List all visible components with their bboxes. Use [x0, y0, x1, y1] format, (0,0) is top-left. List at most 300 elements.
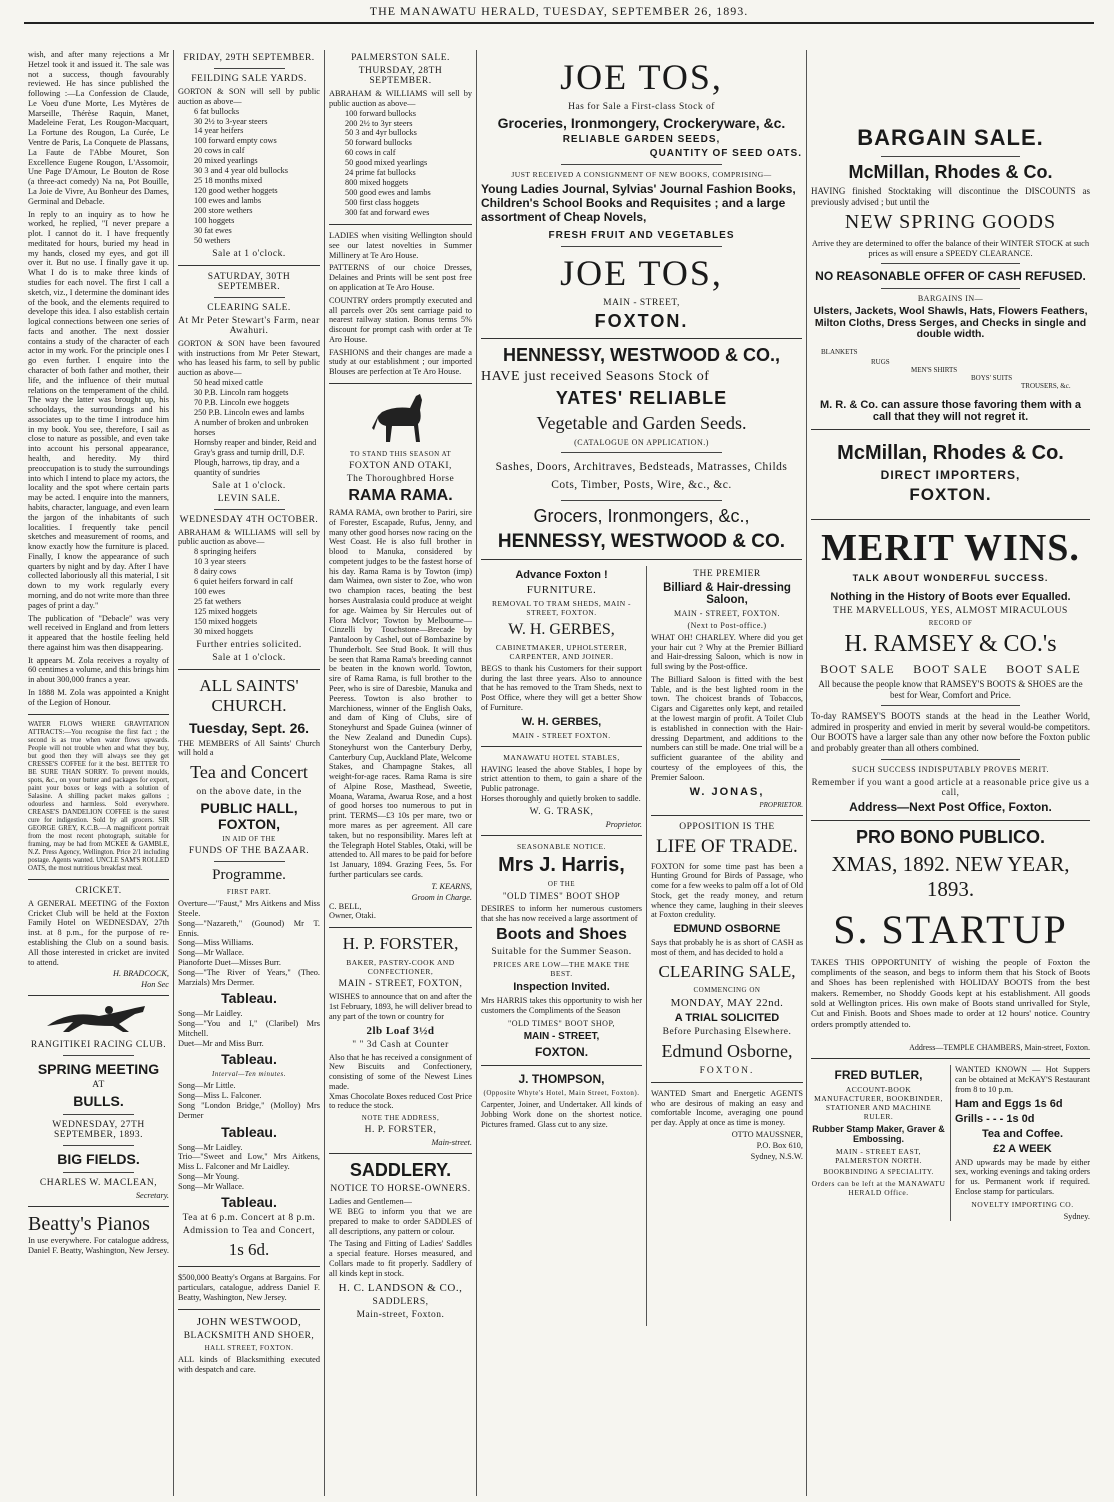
loaf-price: 2lb Loaf 3½d — [366, 1024, 435, 1037]
list-item: 24 prime fat bullocks — [345, 168, 416, 178]
sale-time-2: Sale at 1 o'clock. — [212, 480, 286, 491]
harris-street: MAIN - STREET, — [523, 1030, 600, 1042]
tea-coffee: Tea and Coffee. — [981, 1127, 1064, 1140]
list-item: 10 3 year steers — [194, 557, 246, 567]
programme-item: Song—Miss Williams. — [178, 938, 254, 948]
harris-body: DESIRES to inform her numerous customers that she has now received a large assortment of — [481, 903, 642, 923]
boot-sale-label: BOOT SALE — [1006, 661, 1081, 676]
divider — [63, 1145, 134, 1146]
secretary-role: Secretary. — [135, 1191, 169, 1201]
old-times-boot-shop-2: "OLD TIMES" BOOT SHOP, — [507, 1018, 616, 1028]
big-fields: BIG FIELDS. — [57, 1151, 140, 1168]
divider — [63, 1055, 134, 1056]
palmerston-sale: PALMERSTON SALE. — [351, 53, 450, 63]
bazaar-funds: FUNDS OF THE BAZAAR. — [188, 846, 310, 857]
kearns-role: Groom in Charge. — [411, 892, 472, 902]
boots-shoes: Boots and Shoes — [496, 926, 627, 944]
divider — [561, 500, 722, 501]
trial-solicited: A TRIAL SOLICITED — [674, 1011, 780, 1024]
list-item: 200 store wethers — [194, 206, 253, 216]
sale-date-1: FRIDAY, 29TH SEPTEMBER. — [183, 53, 315, 63]
programme-part-3 — [178, 1081, 320, 1120]
thompson-address: (Opposite Whyte's Hotel, Main Street, Foxton). — [483, 1088, 640, 1097]
programme-item: Duet—Mr and Miss Burr. — [178, 1038, 264, 1048]
racing-club: RANGITIKEI RACING CLUB. — [30, 1040, 167, 1051]
cricket-signature: H. BRADCOCK, — [112, 969, 169, 979]
divider — [28, 1206, 169, 1207]
list-item: 50 wethers — [194, 235, 231, 245]
list-item: 100 hoggets — [194, 216, 235, 226]
divider — [28, 714, 169, 715]
bargain-sale: BARGAIN SALE. — [857, 125, 1044, 150]
boot-sale-label: BOOT SALE — [913, 661, 988, 676]
yates-seeds: Vegetable and Garden Seeds. — [536, 413, 747, 433]
agents-wanted: WANTED Smart and Energetic AGENTS who are desirous of making an easy and comfortable Income, averaging one pound per day. Apply at once as time is money. — [651, 1088, 803, 1128]
rama-rama-body: RAMA RAMA, own brother to Pariri, sire of Forester, Escapade, Rufus, Jenny, and many other good horses now racing on the West Coast. He is also full brother in blood to Manuka, considered by competent judges to be the fastest horse of his day. Rama Rama is by Towton (imp) dam Waimea, own sister to Zoe, who won two champion races, beating the best horses Australasia could produce at weight for age. Waimea by Sir Hercules out of Flora McIvor; Towton by Melbourne—Cinzelli by Touchstone—Brecade by Pantaloon by Cashel, out of Bombazine by Thunderbolt. See Stud Book. It will thus be seen that Rama Rama's breeding cannot be beaten in the known world. Towton, sire of Rama Rama, is full brother to the Peer, who is sire of Daresbie, Manuka and Peeress. Towton is also brother to Marchioness, winner of the English Oaks, and dam of King of Clubs, sire of Stoneyhurst and Spade Guinea (winner of the New Zealand and Dunedin Cups). Stoneyhurst won the Canterbury Derby, Canterbury Cup, Auckland Plate, Welcome Stakes, and Champagne Stakes, all weight-for-age races. Rama Rama is sire of Alpine Rose, Masthead, Sweetie, Moana, Warama, Awarua Rose, and a host of good horses too numerous to put in print. TERMS—£3 10s per mare, two or more mares as per agreement. All care taken, but no responsibility. Mares left at the Telegraph Hotel Stables, Otaki, will be attended to. All mares to be paid for before 1st January, 1894. Grazing Fees, 5s. For further particulars see cards. — [329, 507, 472, 879]
sale-date-2: SATURDAY, 30TH SEPTEMBER. — [207, 271, 291, 292]
hennessy-intro: HAVE just received Seasons Stock of — [481, 369, 710, 384]
levin-sale: LEVIN SALE. — [217, 493, 281, 504]
forster-biscuits: Also that he has received a consignment of New Biscuits and Confectionery, consisting of some of the Newest Lines made. — [329, 1052, 472, 1091]
tea-concert-title: Tea and Concert — [190, 762, 308, 783]
stand-season: TO STAND THIS SEASON AT — [349, 449, 452, 458]
direct-importers: DIRECT IMPORTERS, — [880, 467, 1021, 482]
forster-announce: WISHES to announce that on and after the 1st February, 1893, he will deliver bread to any part of the town or country for — [329, 992, 473, 1021]
programme-item: Song—Mr Laidley. — [178, 1009, 243, 1019]
hotel-stables: MANAWATU HOTEL STABLES, — [503, 752, 620, 762]
list-item: 6 fat bullocks — [194, 106, 240, 116]
aid-label: IN AID OF THE — [222, 835, 276, 844]
first-part: FIRST PART. — [226, 888, 272, 897]
sale-intro-2: GORTON & SON have been favoured with instructions from Mr Peter Stewart, who has leased his farm, to sell by public auction as above— — [178, 338, 320, 378]
thoroughbred-label: The Thoroughbred Horse — [346, 473, 455, 484]
at-label: AT — [92, 1080, 105, 1091]
programme-item: Trio—"Sweet and Low," Mrs Aitkens, Miss L. Falconer and Mr Laidley. — [178, 1152, 320, 1172]
cricket-title-role: Hon Sec — [141, 980, 169, 990]
books-list: Young Ladies Journal, Sylvias' Journal Fashion Books, Children's School Books and Requisites ; and a large assortment of Cheap Novels, — [481, 182, 796, 224]
te-aro-fashions: FASHIONS and their changes are made a study at our establishment ; our imported Blouses are perfection at Te Aro House. — [329, 347, 472, 377]
article-paragraph: It appears M. Zola receives a royalty of 60 centimes a volume, and this brings him in about 300,000 francs a year. — [28, 655, 169, 685]
seed-oats: QUANTITY OF SEED OATS. — [649, 148, 802, 159]
forster-name: H. P. FORSTER, — [342, 934, 459, 954]
sale-location-2: At Mr Peter Stewart's Farm, near Awahuri. — [178, 315, 320, 336]
mcmillan-title-2: McMillan, Rhodes & Co. — [837, 441, 1064, 464]
grills-price: Grills - - - 1s 0d — [955, 1112, 1035, 1125]
tea-time: Tea at 6 p.m. Concert at 8 p.m. — [182, 1213, 316, 1224]
list-item: 30 P.B. Lincoln ram hoggets — [194, 387, 289, 397]
ramsey-name: H. RAMSEY & CO.'s — [844, 630, 1057, 657]
list-item: 50 head mixed cattle — [194, 378, 263, 388]
joe-tos-intro: Has for Sale a First-class Stock of — [568, 102, 715, 112]
programme-item: Song—"The River of Years," (Theo. Marzials) Mrs Dermer. — [178, 967, 320, 987]
ramsey-address: Address—Next Post Office, Foxton. — [849, 799, 1052, 814]
programme-item: Song—Mr Young. — [178, 1171, 240, 1181]
article-paragraph: wish, and after many rejections a Mr Hetzel took it and issued it. The sale was not a success, though favourably reviewed. He has since published the following :—La Confession de Claude, Le Voeu d'une Morte, Les Mytères de Marseille, Thérèse Raquin, Manet, Madeleine Ferat, Les Rougon-Macquart, La Fortune des Rougon, La Curée, Le Ventre de Paris, La Conquete de Plassans, La Faute de l'Abbe Mouret, Son Excellence Eugene Rougon, L'Assomoir, Une Page D'Amour, Le Bouton de Rose (a three-act comedy) Na na, Pot Bouille, La Joie de Vivre, Au Bonheur des Dames, Germinal and Debacle. — [28, 50, 169, 206]
divider — [481, 746, 642, 747]
new-spring-goods: NEW SPRING GOODS — [844, 211, 1057, 234]
article-paragraph: In reply to an inquiry as to how he worked, he replied, "I never prepare a plot. I cannot do it. I have frequently meditated for hours, buried my head in my hands, closed my eyes, and got ill over it. But no use. I finally gave it up. What I do is to make three kinds of studies for each novel. The first I call a sketch, viz., I determine the dominant ides of the book, and the elements required to develope this idea. I also establish certain logical connections between one series of facts and another. The next dossier contains a study of the character of each actor in my work. For the principle ones I go even further. I enquire into the character of both father and mother, their life, and the influence of their mutual relations on the temperament of the child. The way the latter was brought up, his schooldays, the surroundings and his associates up to the time I introduce him in my book. You see, therefore, I sail as close to nature as possible, and even take into account his personal appearance, health, and heredity. My third preoccupation is to study the surroundings into which I intend to place my actors, the locality and the spot where certain parts may be acted. I enquire into the manners, habits, character, language, and even learn the jargon of the inhabitants of such localities. I frequently take pencil sketches and measurement of rooms, and know exactly how the furniture is placed. Finally, I know the appearance of such quarters by night and by day. After I have collected laboriously all this material, I sit down to my work regularly every morning, and do not write more than three pages of print a day." — [28, 209, 169, 610]
garden-seeds: RELIABLE GARDEN SEEDS, — [562, 134, 721, 145]
ulsters-list: Ulsters, Jackets, Wool Shawls, Hats, Flowers Feathers, Milton Cloths, Dress Serges, and Checks in single and double width. — [813, 305, 1088, 341]
summer-season: Suitable for the Summer Season. — [491, 947, 632, 958]
two-pounds-week: £2 A WEEK — [993, 1142, 1052, 1155]
divider — [561, 246, 722, 247]
divider — [811, 820, 1090, 821]
shirts-label: MEN'S SHIRTS — [911, 365, 958, 374]
sale-intro-1: GORTON & SON will sell by public auction as above— — [178, 87, 320, 106]
of-the-label: OF THE — [547, 879, 576, 888]
grocers-line: Grocers, Ironmongers, &c., — [533, 505, 750, 526]
divider — [28, 995, 169, 996]
divider — [881, 156, 1021, 157]
divider — [651, 815, 803, 816]
saddlery-title: SADDLERY. — [349, 1160, 452, 1181]
saddlery-greeting: Ladies and Gentlemen— — [329, 1197, 412, 1207]
gerbes-name: W. H. GERBES, — [508, 620, 615, 638]
divider — [178, 1266, 320, 1267]
secretary-name: CHARLES W. MACLEAN, — [39, 1178, 158, 1189]
pro-bono-publico: PRO BONO PUBLICO. — [855, 826, 1045, 847]
list-item: 50 forward bullocks — [345, 138, 412, 148]
ramsey-because: All because the people know that RAMSEY'S BOOTS & SHOES are the best for Wear, Comfort and Price. — [818, 678, 1083, 700]
beatty-organs: $500,000 Beatty's Organs at Bargains. For particulars, catalogue, address Daniel F. Beatty, Washington, New Jersey. — [178, 1273, 320, 1303]
landson-name: H. C. LANDSON & CO., — [338, 1281, 463, 1294]
sale-start-date: MONDAY, MAY 22nd. — [670, 996, 784, 1009]
remember-line: Remember if you want a good article at a reasonable price give us a call, — [811, 776, 1090, 797]
programme-item: Pianoforte Duet—Misses Burr. — [178, 957, 282, 967]
blacksmith-body: ALL kinds of Blacksmithing executed with despatch and care. — [178, 1354, 320, 1374]
list-item: 50 good mixed yearlings — [345, 158, 428, 168]
jonas-role: PROPRIETOR. — [759, 800, 803, 809]
column-3 — [325, 50, 477, 1496]
furniture-title: FURNITURE. — [526, 583, 597, 596]
harris-compliments: Mrs HARRIS takes this opportunity to wish her customers the Compliments of the Season — [481, 996, 642, 1016]
column-4-right — [651, 566, 803, 1326]
masthead: THE MANAWATU HERALD, TUESDAY, SEPTEMBER 26, 1893. — [24, 4, 1094, 24]
startup-name: S. STARTUP — [833, 906, 1068, 952]
palmerston-intro: ABRAHAM & WILLIAMS will sell by public auction as above— — [329, 89, 472, 108]
billiard-address: MAIN - STREET, FOXTON. — [673, 608, 781, 618]
gerbes-body: BEGS to thank his Customers for their support during the last three years. Also to announce that he has removed to the Tram Sheds, next to Post Office, where they will get a better Show of Furniture. — [481, 663, 642, 712]
concert-venue: PUBLIC HALL, FOXTON, — [200, 800, 298, 833]
winter-stock-note: Arrive they are determined to offer the balance of their WINTER STOCK at such prices as will ensure a SPEEDY CLEARANCE. — [811, 238, 1090, 259]
list-item: 8 dairy cows — [194, 567, 237, 577]
divider — [329, 383, 472, 384]
bell-role: Owner, Otaki. — [329, 911, 376, 921]
mcmillan-town: FOXTON. — [909, 484, 992, 504]
boot-sale-row — [811, 662, 1090, 677]
further-entries: Further entries solicited. — [196, 639, 302, 650]
forster-street: Main-street. — [431, 1138, 472, 1148]
concert-intro: THE MEMBERS of All Saints' Church will hold a — [178, 738, 320, 758]
tableau-3: Tableau. — [221, 1123, 277, 1140]
note-address: NOTE THE ADDRESS, — [361, 1114, 440, 1123]
maussner-box: P.O. Box 610, — [756, 1140, 803, 1150]
cricket-body: A GENERAL MEETING of the Foxton Cricket Club will be held at the Foxton Family Hotel on WEDNESDAY, 27th inst. at 8 p.m., for the purpose of re-establishing the Club on a sound basis. All those interested in cricket are invited to attend. — [28, 898, 169, 967]
hennessy-title: HENNESSY, WESTWOOD & CO., — [502, 345, 781, 365]
commencing: COMMENCING ON — [693, 985, 761, 994]
beatty-pianos-body: In use everywhere. For catalogue address, Daniel F. Beatty, Washington, New Jersey. — [28, 1236, 169, 1256]
harris-name: Mrs J. Harris, — [498, 853, 625, 876]
hennessy-goods: Sashes, Doors, Architraves, Bedsteads, Matrasses, Childs Cots, Timber, Posts, Wire, &c., &c. — [495, 461, 788, 492]
record-of: RECORD OF — [928, 618, 973, 627]
thompson-body: Carpenter, Joiner, and Undertaker. All kinds of Jobbing Work done on the shortest notice. Pictures framed. Glass cut to any size. — [481, 1099, 642, 1129]
boys-suits-label: BOYS' SUITS — [971, 373, 1013, 382]
bulls: BULLS. — [73, 1093, 124, 1110]
list-item: 14 year heifers — [194, 126, 244, 136]
programme-item: Overture—"Faust," Mrs Aitkens and Miss Steele. — [178, 899, 320, 919]
blacksmith-title: BLACKSMITH AND SHOER, — [183, 1330, 315, 1341]
racehorse-illustration — [39, 1002, 159, 1036]
programme-part-2 — [178, 1009, 320, 1048]
gerbes-trades: CABINETMAKER, UPHOLSTERER, CARPENTER, AND JOINER. — [495, 642, 628, 661]
startup-address: Address—TEMPLE CHAMBERS, Main-street, Foxton. — [909, 1043, 1090, 1053]
stock-list-2 — [178, 378, 320, 478]
nothing-equalled: Nothing in the History of Boots ever Equalled. — [830, 590, 1071, 603]
kearns-name: T. KEARNS, — [431, 881, 472, 891]
divider — [881, 759, 1021, 760]
stables-horses: Horses thoroughly and quietly broken to saddle. — [481, 794, 641, 804]
sale-time-3: Sale at 1 o'clock. — [212, 652, 286, 663]
bottom-ads-row — [811, 1065, 1090, 1220]
programme-item: Song—"You and I," (Claribel) Mrs Mitchell. — [178, 1019, 320, 1038]
divider — [811, 519, 1090, 520]
before-purchasing: Before Purchasing Elsewhere. — [662, 1026, 792, 1037]
books-consignment: JUST RECEIVED A CONSIGNMENT OF NEW BOOKS, COMPRISING— — [511, 170, 772, 179]
merit-wins: MERIT WINS. — [821, 526, 1080, 569]
list-item: 60 cows in calf — [345, 148, 396, 158]
divider — [881, 705, 1021, 706]
column-4-left — [481, 566, 647, 1326]
divider — [329, 927, 472, 928]
admission-price: 1s 6d. — [228, 1240, 270, 1260]
divider — [811, 429, 1090, 430]
billiard-location: (Next to Post-office.) — [687, 620, 767, 630]
divider — [561, 452, 722, 453]
article-paragraph: In 1888 M. Zola was appointed a Knight of the Legion of Honour. — [28, 688, 169, 707]
rugs-label: RUGS — [871, 357, 890, 366]
list-item: Hornsby reaper and binder, Reid and Gray's grass and turnip drill, D.F. Plough, harrows, tip dray, and a quantity of sundries — [194, 437, 317, 477]
life-of-trade: LIFE OF TRADE. — [656, 835, 798, 857]
meeting-date: WEDNESDAY, 27TH SEPTEMBER, 1893. — [52, 1120, 145, 1141]
list-item: 500 first class hoggets — [345, 198, 419, 208]
westwood-name: JOHN WESTWOOD, — [196, 1315, 302, 1328]
opposition-line: OPPOSITION IS THE — [679, 821, 775, 832]
saddlery-body-2: The Tasing and Fitting of Ladies' Saddles a special feature. Horses measured, and Collars made to fit properly. Saddlery of all kinds kept in stock. — [329, 1239, 472, 1278]
forster-xmas: Xmas Chocolate Boxes reduced Cost Price to reduce the stock. — [329, 1091, 472, 1111]
assure-line: M. R. & Co. can assure those favoring them with a call that they will not regret it. — [820, 398, 1081, 423]
list-item: 25 18 months mixed — [194, 176, 262, 186]
list-item: 8 springing heifers — [194, 547, 257, 557]
premier-label: THE PREMIER — [693, 568, 761, 579]
list-item: 30 fat ewes — [194, 226, 232, 235]
divider — [881, 263, 1021, 264]
boot-sale-label: BOOT SALE — [820, 661, 895, 676]
ramsey-today: To-day RAMSEY'S BOOTS stands at the head in the Leather World, admired in prosperity and envied in merit by several would-be competitors. Our BOOTS have a larger sale than any other now before the Foxton public and probably greater than all others combined. — [811, 711, 1090, 753]
zola-article — [28, 50, 169, 708]
saddlery-body-1: WE BEG to inform you that we are prepared to make to order SADDLES of all descriptions, any pattern or colour. — [329, 1207, 472, 1236]
seasonable-notice: SEASONABLE NOTICE. — [517, 841, 606, 851]
spring-meeting: SPRING MEETING — [37, 1061, 160, 1078]
removal-note: REMOVAL TO TRAM SHEDS, MAIN - STREET, FOXTON. — [491, 598, 632, 617]
thompson-name: J. THOMPSON, — [518, 1071, 605, 1086]
fresh-fruit: FRESH FRUIT AND VEGETABLES — [548, 230, 735, 241]
sale-date-3: WEDNESDAY 4TH OCTOBER. — [179, 514, 319, 525]
list-item: 50 3 and 4yr bullocks — [345, 128, 417, 138]
old-times-boot-shop: "OLD TIMES" BOOT SHOP — [502, 890, 621, 901]
list-item: 30 3 and 4 year old bullocks — [194, 166, 289, 176]
stables-body: HAVING leased the above Stables, I hope by strict attention to them, to gain a share of the Public patronage. — [481, 764, 642, 794]
list-item: 20 cows in calf — [194, 146, 245, 156]
divider — [651, 1082, 803, 1083]
cricket-title: CRICKET. — [75, 885, 122, 896]
ham-eggs-price: Ham and Eggs 1s 6d — [955, 1097, 1063, 1110]
column-4 — [477, 50, 807, 1496]
divider — [63, 1114, 134, 1115]
article-paragraph: The publication of "Debacle" was very well received in England and from letters it appeared that the hostile feeling held there against him was then disappearing. — [28, 613, 169, 652]
osborne-town: FOXTON. — [699, 1065, 755, 1076]
palmerston-date: THURSDAY, 28TH SEPTEMBER. — [358, 66, 443, 86]
programme-title: Programme. — [212, 867, 286, 884]
wonderful-success: TALK ABOUT WONDERFUL SUCCESS. — [852, 572, 1049, 583]
success-proves: SUCH SUCCESS INDISPUTABLY PROVES MERIT. — [852, 764, 1049, 774]
trask-role: Proprietor. — [605, 819, 642, 829]
saddlery-notice: NOTICE TO HORSE-OWNERS. — [330, 1184, 471, 1195]
list-item: 150 mixed hoggets — [194, 616, 258, 626]
column-5 — [807, 50, 1094, 1496]
joe-tos-title: JOE TOS, — [560, 57, 723, 97]
divider — [178, 669, 320, 670]
te-aro-patterns: PATTERNS of our choice Dresses, Delaines and Prints will be sent post free on application at Te Aro House. — [329, 263, 472, 292]
joe-tos-street: MAIN - STREET, — [603, 298, 680, 308]
small-ads: WATER FLOWS WHERE GRAVITATION ATTRACTS:—You recognise the first fact ; the second is as true when water flows upwards. People will not trouble when and what they buy, but good then they will always see they get CRESSE'S COFFEE for it the best. BETTER TO BE SURE THAN SORRY. To prevent moulds, spots, &c., on your butter and packages for export, paint your boxes or kegs with a solution of Salasine. A shilling packet makes gallons ; odourless and harmless. Sold everywhere. CREASE'S DANDELION COFFEE is the surest cure for indigestion. Sold by all grocers. SIR GEORGE GREY, K.C.B.—A magnificent portrait from the most recent photograph, suitable for framing, may be had from MCKEE & GAMBLE, N.Z. Press Agency, Wellington. Price 2/1 including postage. Agents wanted. UNCLE SAM'S ROLLED OATS, the most nutritious breakfast meal. — [28, 720, 169, 872]
billiard-intro: WHAT OH! CHARLEY. Where did you get your hair cut ? Why at the Premier Billiard and Hair-dressing Saloon, which is now in full swing by the Post-office. — [651, 632, 803, 672]
landson-trade: SADDLERS, — [372, 1296, 429, 1307]
list-item: 125 mixed hoggets — [194, 606, 258, 616]
forster-name-2: H. P. FORSTER, — [364, 1125, 437, 1136]
programme-item: Song—Mr Little. — [178, 1081, 236, 1091]
harris-town: FOXTON. — [534, 1044, 589, 1059]
maussner-name: OTTO MAUSSNER, — [731, 1129, 803, 1139]
forster-address: MAIN - STREET, FOXTON, — [338, 979, 463, 990]
divider — [561, 164, 722, 165]
programme-item: Song—Miss L. Falconer. — [178, 1091, 262, 1101]
trousers-label: TROUSERS, &c. — [1021, 381, 1071, 390]
list-item: 500 good ewes and lambs — [345, 188, 431, 198]
blacksmith-address: HALL STREET, FOXTON. — [204, 1343, 294, 1352]
loaf-cash-price: " " 3d Cash at Counter — [352, 1039, 449, 1050]
list-item: 300 fat and forward ewes — [345, 208, 430, 218]
gerbes-name-2: W. H. GERBES, — [521, 715, 602, 728]
stock-list-1 — [178, 107, 320, 246]
interval: Interval—Ten minutes. — [211, 1070, 287, 1079]
sale-place-1: FEILDING SALE YARDS. — [191, 74, 307, 84]
list-item: 100 forward empty cows — [194, 136, 277, 146]
te-aro-country: COUNTRY orders promptly executed and all parcels over 20s sent carriage paid to nearest railway station. Bonus terms 5% discount for prompt cash with order at Te Aro House. — [329, 295, 472, 344]
landson-address: Main-street, Foxton. — [356, 1309, 445, 1320]
list-item: 100 ewes — [194, 586, 226, 596]
programme-item: Song "London Bridge," (Molloy) Mrs Dermer — [178, 1100, 320, 1120]
butler-name: FRED BUTLER, — [834, 1068, 923, 1083]
list-item: 30 2½ to 3-year steers — [194, 116, 268, 126]
divider — [214, 297, 285, 298]
list-item: 250 P.B. Lincoln ewes and lambs — [194, 407, 305, 417]
divider — [811, 1058, 1090, 1059]
osborne-name: EDMUND OSBORNE — [673, 923, 781, 936]
column-5-top-space — [811, 50, 1090, 122]
inspection-invited: Inspection Invited. — [513, 981, 610, 994]
mckay-ad — [951, 1065, 1090, 1220]
list-item: 200 2½ to 3yr steers — [345, 118, 413, 128]
yates-title: YATES' RELIABLE — [555, 388, 728, 408]
sale-time-1: Sale at 1 o'clock. — [212, 248, 286, 259]
divider — [329, 1153, 472, 1154]
tableau-4: Tableau. — [221, 1194, 277, 1211]
list-item: 800 mixed hoggets — [345, 178, 409, 188]
billiard-title: Billiard & Hair-dressing Saloon, — [663, 581, 791, 606]
list-item: 100 forward bullocks — [345, 108, 416, 118]
programme-part-1 — [178, 899, 320, 987]
stock-list-3 — [178, 547, 320, 637]
hennessy-title-2: HENNESSY, WESTWOOD & CO. — [497, 530, 786, 552]
rama-rama-title: RAMA RAMA. — [348, 486, 453, 504]
programme-item: Song—"Nazareth," (Gounod) Mr T. Ennis. — [178, 918, 320, 938]
programme-part-4 — [178, 1143, 320, 1192]
te-aro-ladies: LADIES when visiting Wellington should see our latest novelties in Summer Millinery at Te Aro House. — [329, 231, 472, 260]
osborne-says: Says that probably he is as short of CASH as most of them, and has decided to hold a — [651, 938, 803, 957]
divider — [881, 288, 1021, 289]
sale-intro-3: ABRAHAM & WILLIAMS will sell by public auction as above— — [178, 527, 320, 547]
divider — [214, 68, 285, 69]
osborne-body: FOXTON for some time past has been a Hunting Ground for Birds of Passage, who come for a few weeks to palm off a lot of Old Stock, get the ready money, and return whence they came, laughing in their sleeves at Foxton credulity. — [651, 861, 803, 920]
maussner-city: Sydney, N.S.W. — [750, 1151, 803, 1161]
divider — [178, 1309, 320, 1310]
tableau-1: Tableau. — [221, 990, 277, 1007]
startup-body: TAKES THIS OPPORTUNITY of wishing the people of Foxton the compliments of the season, and begs to inform them that his Stock of Boots and Shoes has been replenished with HOLIDAY BOOTS from the best makers. Remember, no Shoddy Goods kept at his establishment. All goods sold at Wellington prices. His own make of Boots stand unrivalled for Style, Cut and Finish. Boots and Shoes made to order at 12 hours' notice. Country orders promptly attended to. — [811, 956, 1090, 1029]
tableau-2: Tableau. — [221, 1051, 277, 1068]
billiard-body: The Billiard Saloon is fitted with the best Table, and is the best lighted room in the town. The choicest brands of Tobaccos, Cigars and Cigarettes only kept, and retailed at the lowest margin of profit. A Toilet Club is established in connection with the Hair-dressing Department, and additions to the numbers can still be made. One trial will be a sufficient guarantee of the ability and courtesy of the employees of this, the Premier Saloon. — [651, 674, 803, 782]
divider — [63, 1172, 134, 1173]
list-item: 100 ewes and lambs — [194, 196, 262, 206]
list-item: 120 good wether hoggets — [194, 186, 278, 196]
butler-address: MAIN - STREET EAST, PALMERSTON NORTH. — [835, 1147, 922, 1166]
column-4-lower — [481, 566, 802, 1326]
jonas-name: W. JONAS, — [689, 785, 765, 798]
stocktaking-note: HAVING finished Stocktaking will discontinue the DISCOUNTS as previously advised ; but until the — [811, 186, 1090, 207]
prices-low: PRICES ARE LOW—THE MAKE THE BEST. — [493, 960, 630, 979]
divider — [481, 1065, 642, 1066]
divider — [481, 338, 802, 339]
list-item: A number of broken and unbroken horses — [194, 417, 309, 437]
church-title: ALL SAINTS' CHURCH. — [199, 675, 299, 715]
stand-location: FOXTON AND OTAKI, — [349, 460, 452, 471]
list-item: 20 mixed yearlings — [194, 156, 258, 166]
joe-tos-town: FOXTON. — [594, 311, 689, 331]
stallion-illustration — [370, 390, 432, 446]
marvellous-line: THE MARVELLOUS, YES, ALMOST MIRACULOUS — [833, 605, 1068, 616]
butler-trades: ACCOUNT-BOOK MANUFACTURER, BOOKBINDER, STATIONER AND MACHINE RULER. — [814, 1085, 943, 1122]
wanted-known: WANTED KNOWN — Hot Suppers can be obtained at McKAY'S Restaurant from 8 to 10 p.m. — [955, 1065, 1090, 1094]
bell-name: C. BELL, — [329, 901, 362, 911]
divider — [214, 509, 285, 510]
osborne-name-2: Edmund Osborne, — [661, 1040, 793, 1061]
programme-item: Song—Mr Laidley. — [178, 1142, 243, 1152]
list-item: 70 P.B. Lincoln ewe hoggets — [194, 397, 289, 407]
programme-item: Song—Mr Wallace. — [178, 948, 245, 958]
joe-tos-title-2: JOE TOS, — [560, 253, 723, 293]
list-item: 30 mixed hoggets — [194, 626, 253, 636]
divider — [329, 224, 472, 225]
